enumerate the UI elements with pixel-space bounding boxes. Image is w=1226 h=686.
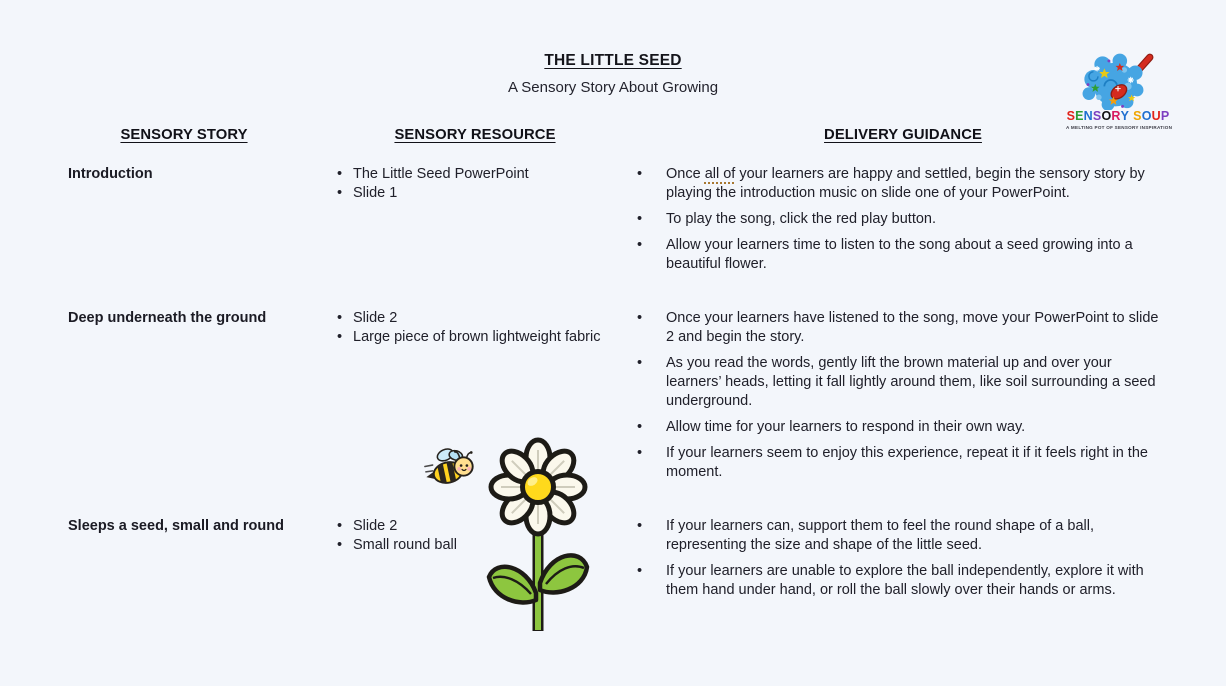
logo-letter: N <box>1083 109 1093 123</box>
logo-tagline: A MELTING POT OF SENSORY INSPIRATION <box>1066 125 1173 130</box>
list-item: • If your learners seem to enjoy this experience, repeat it if it feels right in the moment. <box>636 444 1163 482</box>
list-item: • If your learners can, support them to feel the round shape of a ball, representing the size and shape of the little seed. <box>636 517 1163 555</box>
list-item: • Allow your learners time to listen to the song about a seed growing into a beautiful flower. <box>636 236 1163 274</box>
guidance-text: Once <box>666 166 705 182</box>
list-item: • Small round ball <box>336 536 614 555</box>
list-item: • Slide 2 <box>336 517 614 536</box>
resource-cell <box>336 165 614 203</box>
logo-letter: S <box>1066 109 1076 123</box>
guidance-cell <box>636 165 1163 274</box>
list-item: • Slide 2 <box>336 309 614 328</box>
paint-splash-spoon-icon <box>1077 50 1159 110</box>
logo-letter: O <box>1101 109 1112 123</box>
resource-list <box>336 165 614 203</box>
story-section-title: Deep underneath the ground <box>68 310 267 326</box>
list-item: • If your learners are unable to explore the ball independently, explore it with them hand under hand, or roll the ball slowly over their hands or arms. <box>636 562 1163 600</box>
guidance-list <box>636 517 1163 600</box>
list-item <box>636 165 1163 203</box>
resource-list <box>336 309 614 347</box>
logo-letter: R <box>1111 109 1121 123</box>
list-item: • Large piece of brown lightweight fabric <box>336 328 614 347</box>
resource-cell <box>336 309 614 347</box>
title-block <box>0 52 1226 96</box>
logo-letter: Y <box>1120 109 1130 123</box>
list-item: • As you read the words, gently lift the brown material up and over your learners’ heads, letting it fall lightly around them, like soil surrounding a seed underground. <box>636 354 1163 411</box>
logo-letter: S <box>1092 109 1102 123</box>
guidance-list <box>636 165 1163 274</box>
guidance-cell <box>636 309 1163 482</box>
column-header-sensory-story: SENSORY STORY <box>120 127 248 143</box>
sensory-soup-logo <box>1066 50 1173 130</box>
spellcheck-marked-text: all of <box>704 166 736 182</box>
list-item: • Once your learners have listened to the song, move your PowerPoint to slide 2 and begin the story. <box>636 309 1163 347</box>
story-section-title: Sleeps a seed, small and round <box>68 518 284 534</box>
column-header-sensory-resource: SENSORY RESOURCE <box>394 127 556 143</box>
logo-letter: U <box>1151 109 1161 123</box>
logo-brand-text <box>1066 109 1170 123</box>
guidance-text: your learners are happy and settled, begin the sensory story by playing the introduction music on slide one of your PowerPoint. <box>666 166 1145 201</box>
logo-letter: P <box>1160 109 1170 123</box>
logo-letter: O <box>1141 109 1152 123</box>
column-header-delivery-guidance: DELIVERY GUIDANCE <box>824 127 982 143</box>
bee-icon <box>422 446 478 488</box>
list-item: • Allow time for your learners to respond in their own way. <box>636 418 1163 437</box>
guidance-cell <box>636 517 1163 600</box>
list-item: • The Little Seed PowerPoint <box>336 165 614 184</box>
page-subtitle: A Sensory Story About Growing <box>507 79 719 96</box>
story-section-title: Introduction <box>68 166 153 182</box>
daisy-flower-icon <box>486 433 590 635</box>
list-item: • To play the song, click the red play button. <box>636 210 1163 229</box>
list-item: • Slide 1 <box>336 184 614 203</box>
logo-letter: E <box>1075 109 1084 123</box>
guidance-list <box>636 309 1163 482</box>
page-title: THE LITTLE SEED <box>544 52 682 69</box>
logo-letter: S <box>1133 109 1142 123</box>
